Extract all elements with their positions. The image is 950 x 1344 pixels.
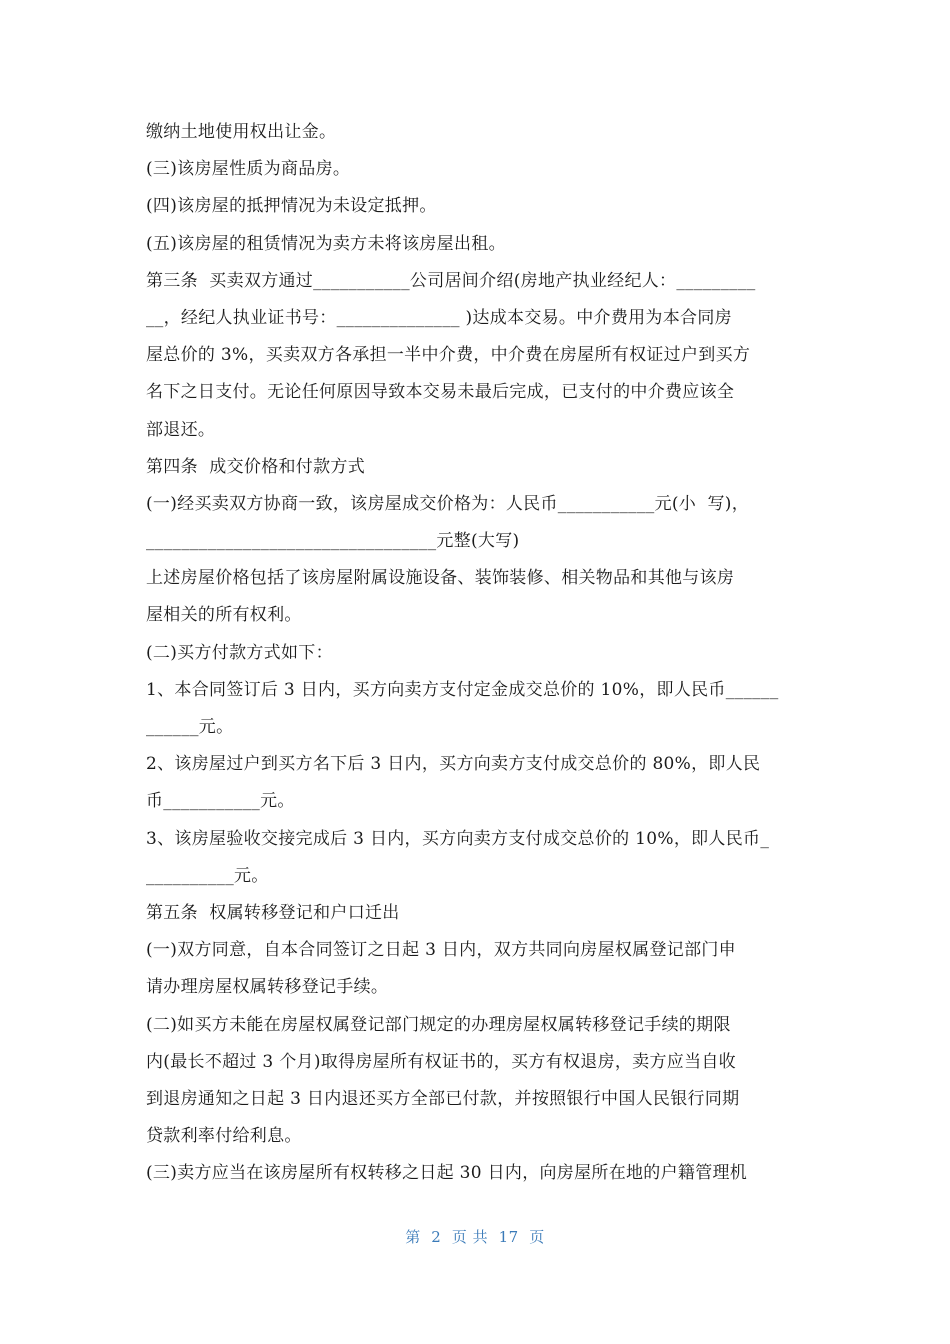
- article-5-heading: 第五条 权属转移登记和户口迁出: [146, 902, 400, 923]
- text-line: 部退还。: [146, 419, 216, 440]
- text-line: 屋相关的所有权利。: [146, 605, 302, 626]
- article-4-heading: 第四条 成交价格和付款方式: [146, 456, 366, 477]
- text-line: 2、该房屋过户到买方名下后 3 日内，买方向卖方支付成交总价的 80%，即人民: [146, 754, 761, 775]
- text-line: 上述房屋价格包括了该房屋附属设施设备、装饰装修、相关物品和其他与该房: [146, 568, 735, 589]
- text-line: 屋总价的 3%，买卖双方各承担一半中介费，中介费在房屋所有权证过户到买方: [146, 345, 751, 366]
- article-3-heading-line: 第三条 买卖双方通过___________公司居间介绍(房地产执业经纪人：_________: [146, 270, 756, 291]
- text-line: 名下之日支付。无论任何原因导致本交易未最后完成，已支付的中介费应该全: [146, 382, 735, 403]
- text-line: ______元。: [146, 717, 234, 737]
- text-line: 请办理房屋权属转移登记手续。: [146, 977, 389, 998]
- text-line: 1、本合同签订后 3 日内，买方向卖方支付定金成交总价的 10%，即人民币______: [146, 679, 779, 700]
- text-line: (三)卖方应当在该房屋所有权转移之日起 30 日内，向房屋所在地的户籍管理机: [146, 1163, 748, 1184]
- text-line: 3、该房屋验收交接完成后 3 日内，买方向卖方支付成交总价的 10%，即人民币_: [146, 828, 770, 849]
- text-line: __________元。: [146, 865, 269, 886]
- text-line: 缴纳土地使用权出让金。: [146, 122, 337, 142]
- text-line: 内(最长不超过 3 个月)取得房屋所有权证书的，买方有权退房，卖方应当自收: [146, 1051, 736, 1072]
- text-line: __，经纪人执业证书号：______________ )达成本交易。中介费用为本合同房: [146, 307, 732, 328]
- text-line: (一)经买卖双方协商一致，该房屋成交价格为：人民币___________元(小 写)，: [146, 493, 750, 514]
- text-line: (二)如买方未能在房屋权属登记部门规定的办理房屋权属转移登记手续的期限: [146, 1014, 731, 1035]
- text-line: 到退房通知之日起 3 日内退还买方全部已付款，并按照银行中国人民银行同期: [146, 1088, 740, 1109]
- text-line: 币___________元。: [146, 791, 295, 812]
- text-line: _________________________________元整(大写): [146, 531, 520, 552]
- text-line: (一)双方同意，自本合同签订之日起 3 日内，双方共同向房屋权属登记部门申: [146, 940, 736, 961]
- page-number-footer: 第 2 页 共 17 页: [405, 1228, 545, 1246]
- text-line: (三)该房屋性质为商品房。: [146, 159, 351, 180]
- text-line: 贷款利率付给利息。: [146, 1126, 302, 1147]
- text-line: (四)该房屋的抵押情况为未设定抵押。: [146, 196, 437, 217]
- text-line: (二)买方付款方式如下：: [146, 642, 333, 663]
- text-line: (五)该房屋的租赁情况为卖方未将该房屋出租。: [146, 233, 506, 254]
- document-body: [146, 114, 808, 1192]
